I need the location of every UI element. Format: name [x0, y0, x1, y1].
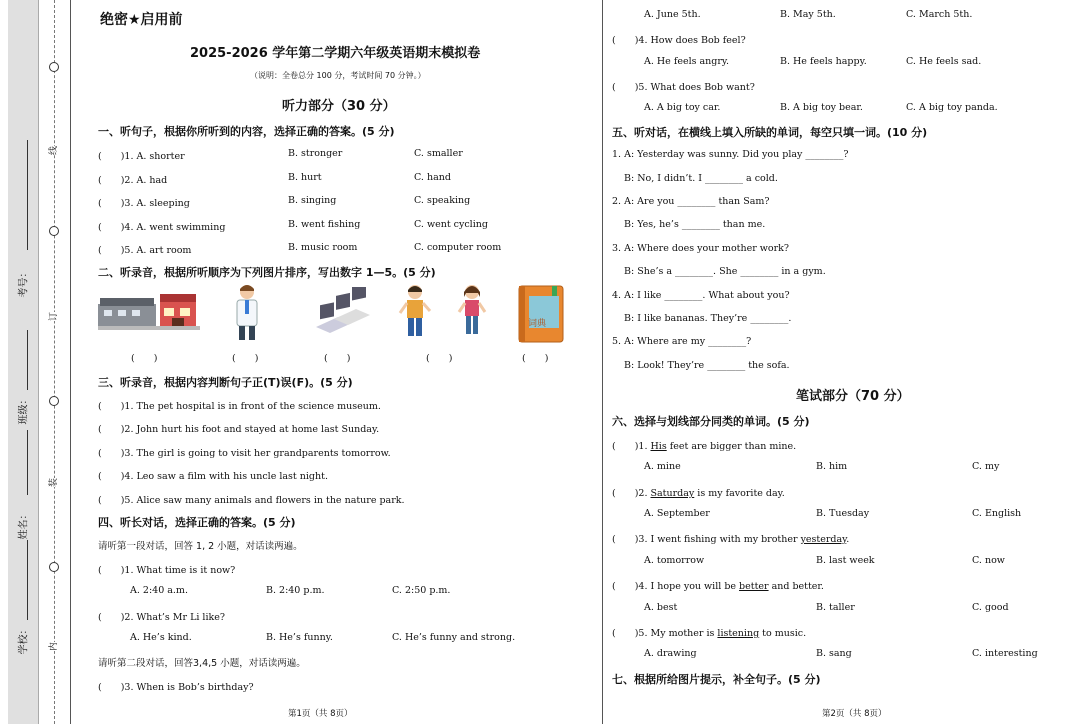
underlined-word: yesterday: [800, 534, 847, 545]
dictionary-label: 词典: [528, 319, 547, 329]
dialogue-line: B: She’s a ________. She ________ in a gym.: [624, 266, 826, 277]
question-stem: ( )2. Saturday is my favorite day.: [612, 488, 785, 499]
exam-note: （说明：全卷总分 100 分，考试时间 70 分钟。）: [250, 71, 426, 80]
doctor-picture: [230, 283, 264, 343]
option-b: B. singing: [288, 195, 337, 206]
option-c: C. now: [972, 555, 1005, 566]
binding-hole-icon: [49, 226, 59, 236]
section-2-title: 二、听录音，根据所听顺序为下列图片排序，写出数字 1—5。(5 分): [98, 266, 436, 279]
option-b: B. went fishing: [288, 219, 361, 230]
option-a: A. June 5th.: [644, 9, 701, 20]
writing-part-title: 笔试部分（70 分）: [796, 389, 910, 404]
column-divider: [602, 0, 603, 724]
name-label: 姓名：: [18, 509, 30, 540]
dialogue-line: 5. A: Where are my ________?: [612, 336, 752, 347]
binding-dashed-line: [54, 0, 55, 724]
option-a: A. 2:40 a.m.: [130, 585, 188, 596]
dictionary-picture: [516, 284, 566, 344]
dialogue-line: 3. A: Where does your mother work?: [612, 243, 790, 254]
option-b: B. A big toy bear.: [780, 102, 863, 113]
option-a: A. He feels angry.: [644, 56, 730, 67]
question-stem: ( )1. A. shorter: [98, 151, 185, 162]
section-6-title: 六、选择与划线部分同类的单词。(5 分): [612, 415, 810, 428]
dialogue-line: B: Look! They’re ________ the sofa.: [624, 360, 790, 371]
option-c: C. He feels sad.: [906, 56, 982, 67]
binding-margin-line: [70, 0, 71, 724]
underlined-word: better: [739, 581, 769, 592]
option-a: A. best: [644, 602, 678, 613]
dialogue-line: 4. A: I like ________. What about you?: [612, 290, 790, 301]
option-b: B. last week: [816, 555, 875, 566]
class-label: 班级：: [18, 394, 30, 425]
secret-label: 绝密★启用前: [100, 12, 183, 28]
option-b: B. music room: [288, 242, 358, 253]
question-stem: ( )3. When is Bob’s birthday?: [98, 682, 254, 693]
tf-item: ( )1. The pet hospital is in front of the science museum.: [98, 401, 381, 412]
question-stem: ( )5. What does Bob want?: [612, 82, 755, 93]
option-b: B. 2:40 p.m.: [266, 585, 325, 596]
exam-number-label: 考号：: [18, 267, 30, 298]
boy-picture: [398, 283, 432, 343]
option-a: A. A big toy car.: [644, 102, 721, 113]
dialogue-line: B: No, I didn’t. I ________ a cold.: [624, 173, 778, 184]
order-blank[interactable]: ( ): [426, 353, 453, 364]
option-c: C. went cycling: [414, 219, 488, 230]
page-number-right: 第2页（共 8页）: [822, 709, 887, 719]
underlined-word: Saturday: [650, 488, 695, 499]
option-c: C. interesting: [972, 648, 1038, 659]
binding-strip: [8, 0, 39, 724]
question-stem: ( )3. A. sleeping: [98, 198, 190, 209]
option-c: C. March 5th.: [906, 9, 973, 20]
exam-number-field[interactable]: [27, 140, 28, 250]
option-c: C. A big toy panda.: [906, 102, 998, 113]
page-number-left: 第1页（共 8页）: [288, 709, 353, 719]
binding-mark: 装: [46, 478, 59, 487]
order-blank[interactable]: ( ): [131, 353, 158, 364]
school-label: 学校：: [18, 624, 30, 655]
school-field[interactable]: [27, 540, 28, 620]
option-c: C. He’s funny and strong.: [392, 632, 516, 643]
dialogue-line: B: I like bananas. They’re ________.: [624, 313, 792, 324]
option-b: B. Tuesday: [816, 508, 870, 519]
question-stem: ( )4. How does Bob feel?: [612, 35, 746, 46]
option-b: B. May 5th.: [780, 9, 836, 20]
option-b: B. sang: [816, 648, 852, 659]
order-blank[interactable]: ( ): [522, 353, 549, 364]
option-b: B. him: [816, 461, 848, 472]
listening-part-title: 听力部分（30 分）: [282, 99, 396, 114]
dialogue-line: 2. A: Are you ________ than Sam?: [612, 196, 770, 207]
order-blank[interactable]: ( ): [324, 353, 351, 364]
section-4-title: 四、听长对话，选择正确的答案。(5 分): [98, 516, 296, 529]
binding-hole-icon: [49, 562, 59, 572]
binding-mark: 线: [46, 146, 59, 155]
option-a: A. tomorrow: [644, 555, 705, 566]
section-1-title: 一、听句子，根据你所听到的内容，选择正确的答案。(5 分): [98, 125, 395, 138]
buildings-picture: [98, 290, 200, 334]
section-3-title: 三、听录音，根据内容判断句子正(T)误(F)。(5 分): [98, 376, 353, 389]
underlined-word: listening: [717, 628, 760, 639]
exam-title: 2025-2026 学年第二学期六年级英语期末模拟卷: [190, 46, 481, 61]
question-stem: ( )4. A. went swimming: [98, 222, 226, 233]
question-stem: ( )3. I went fishing with my brother yesterday.: [612, 534, 850, 545]
underlined-word: His: [650, 441, 667, 452]
option-b: B. taller: [816, 602, 855, 613]
tf-item: ( )4. Leo saw a film with his uncle last night.: [98, 471, 328, 482]
order-blank[interactable]: ( ): [232, 353, 259, 364]
option-b: B. hurt: [288, 172, 322, 183]
question-stem: ( )4. I hope you will be better and better.: [612, 581, 824, 592]
question-stem: ( )2. A. had: [98, 175, 168, 186]
option-a: A. September: [644, 508, 710, 519]
binding-hole-icon: [49, 396, 59, 406]
question-stem: ( )5. My mother is listening to music.: [612, 628, 807, 639]
option-b: B. He feels happy.: [780, 56, 867, 67]
question-stem: ( )1. What time is it now?: [98, 565, 236, 576]
tf-item: ( )5. Alice saw many animals and flowers in the nature park.: [98, 495, 405, 506]
question-stem: ( )1. His feet are bigger than mine.: [612, 441, 797, 452]
section-5-title: 五、听对话，在横线上填入所缺的单词，每空只填一词。(10 分): [612, 126, 928, 139]
class-field[interactable]: [27, 330, 28, 390]
question-stem: ( )5. A. art room: [98, 245, 192, 256]
girl-picture: [456, 283, 488, 343]
name-field[interactable]: [27, 430, 28, 495]
option-c: C. 2:50 p.m.: [392, 585, 451, 596]
option-c: C. English: [972, 508, 1022, 519]
option-c: C. hand: [414, 172, 451, 183]
option-a: A. mine: [644, 461, 681, 472]
section-7-title: 七、根据所给图片提示，补全句子。(5 分): [612, 673, 821, 686]
dialogue-1-intro: 请听第一段对话，回答 1, 2 小题，对话读两遍。: [98, 541, 303, 552]
laptops-picture: [312, 287, 372, 337]
binding-border: [38, 0, 39, 724]
option-b: B. stronger: [288, 148, 343, 159]
option-c: C. good: [972, 602, 1009, 613]
tf-item: ( )2. John hurt his foot and stayed at home last Sunday.: [98, 424, 380, 435]
binding-mark: 订: [46, 312, 59, 321]
option-b: B. He’s funny.: [266, 632, 333, 643]
option-c: C. smaller: [414, 148, 463, 159]
dialogue-line: B: Yes, he’s ________ than me.: [624, 219, 766, 230]
dialogue-2-intro: 请听第二段对话，回答3,4,5 小题，对话读两遍。: [98, 658, 306, 669]
dialogue-line: 1. A: Yesterday was sunny. Did you play ________?: [612, 149, 849, 160]
option-a: A. He’s kind.: [130, 632, 192, 643]
tf-item: ( )3. The girl is going to visit her grandparents tomorrow.: [98, 448, 391, 459]
question-stem: ( )2. What’s Mr Li like?: [98, 612, 225, 623]
option-a: A. drawing: [644, 648, 697, 659]
option-c: C. speaking: [414, 195, 471, 206]
binding-mark: 内: [46, 642, 59, 651]
binding-hole-icon: [49, 62, 59, 72]
option-c: C. my: [972, 461, 1000, 472]
option-c: C. computer room: [414, 242, 502, 253]
